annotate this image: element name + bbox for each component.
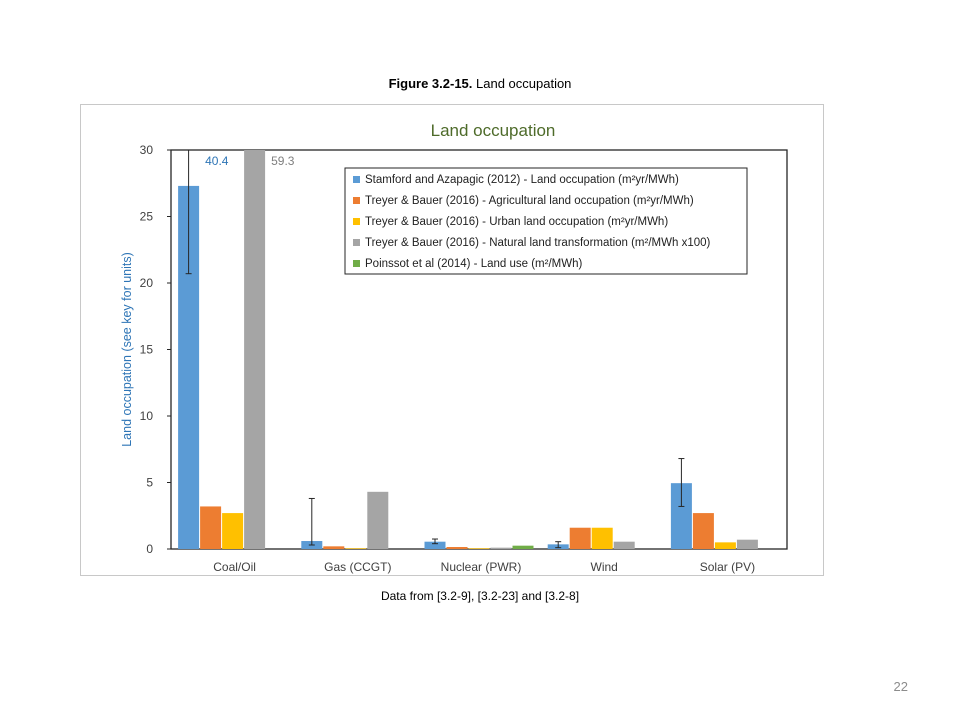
bar-2-nuclear-pwr (447, 547, 468, 549)
x-category-label: Nuclear (PWR) (440, 560, 522, 574)
chart-container (80, 104, 824, 576)
chart-title: Land occupation (430, 121, 556, 140)
x-category-label: Coal/Oil (213, 560, 256, 574)
bar-3-solar-pv (715, 542, 736, 549)
y-tick-label: 0 (146, 542, 153, 556)
bar-2-solar-pv (693, 513, 714, 549)
bar-2-gas-ccgt (323, 546, 344, 549)
figure-caption-text: Land occupation (472, 76, 572, 91)
page-number: 22 (893, 679, 908, 694)
bar-2-wind (570, 528, 591, 549)
legend-swatch (353, 239, 360, 246)
figure-source-note: Data from [3.2-9], [3.2-23] and [3.2-8] (380, 589, 580, 603)
y-tick-label: 20 (139, 276, 153, 290)
legend-swatch (353, 176, 360, 183)
figure-caption-number: Figure 3.2-15. (388, 76, 473, 91)
bar-4-wind (614, 542, 635, 549)
bar-5-nuclear-pwr (513, 546, 534, 549)
chart-svg (81, 105, 823, 575)
x-category-label: Gas (CCGT) (324, 560, 392, 574)
bar-4-solar-pv (737, 540, 758, 549)
y-tick-label: 10 (139, 409, 153, 423)
legend-swatch (353, 197, 360, 204)
legend-entry: Treyer & Bauer (2016) - Agricultural land occupation (m²yr/MWh) (365, 195, 694, 207)
bar-3-nuclear-pwr (469, 548, 490, 549)
bar-4-gas-ccgt (367, 492, 388, 549)
x-category-label: Solar (PV) (699, 560, 756, 574)
bar-3-gas-ccgt (345, 548, 366, 549)
legend-swatch (353, 218, 360, 225)
y-tick-label: 5 (146, 475, 153, 490)
data-label-annotation: 59.3 (271, 154, 295, 168)
bar-2-coal-oil (200, 506, 221, 549)
legend-entry: Treyer & Bauer (2016) - Urban land occupation (m²yr/MWh) (365, 216, 669, 228)
legend-swatch (353, 260, 360, 267)
data-label-annotation: 40.4 (205, 154, 229, 168)
bar-3-coal-oil (222, 513, 243, 549)
bar-4-nuclear-pwr (491, 548, 512, 549)
bar-4-coal-oil (244, 150, 265, 549)
x-category-label: Wind (590, 560, 618, 574)
y-tick-label: 30 (139, 143, 153, 157)
y-tick-label: 15 (139, 342, 153, 357)
bar-3-wind (592, 528, 613, 549)
legend-entry: Stamford and Azapagic (2012) - Land occupation (m²yr/MWh) (365, 174, 679, 186)
legend-entry: Treyer & Bauer (2016) - Natural land transformation (m²/MWh x100) (365, 237, 711, 249)
legend-entry: Poinssot et al (2014) - Land use (m²/MWh) (365, 258, 583, 270)
y-axis-label: Land occupation (see key for units) (120, 252, 134, 447)
y-tick-label: 25 (139, 209, 153, 224)
figure-caption (0, 76, 960, 91)
